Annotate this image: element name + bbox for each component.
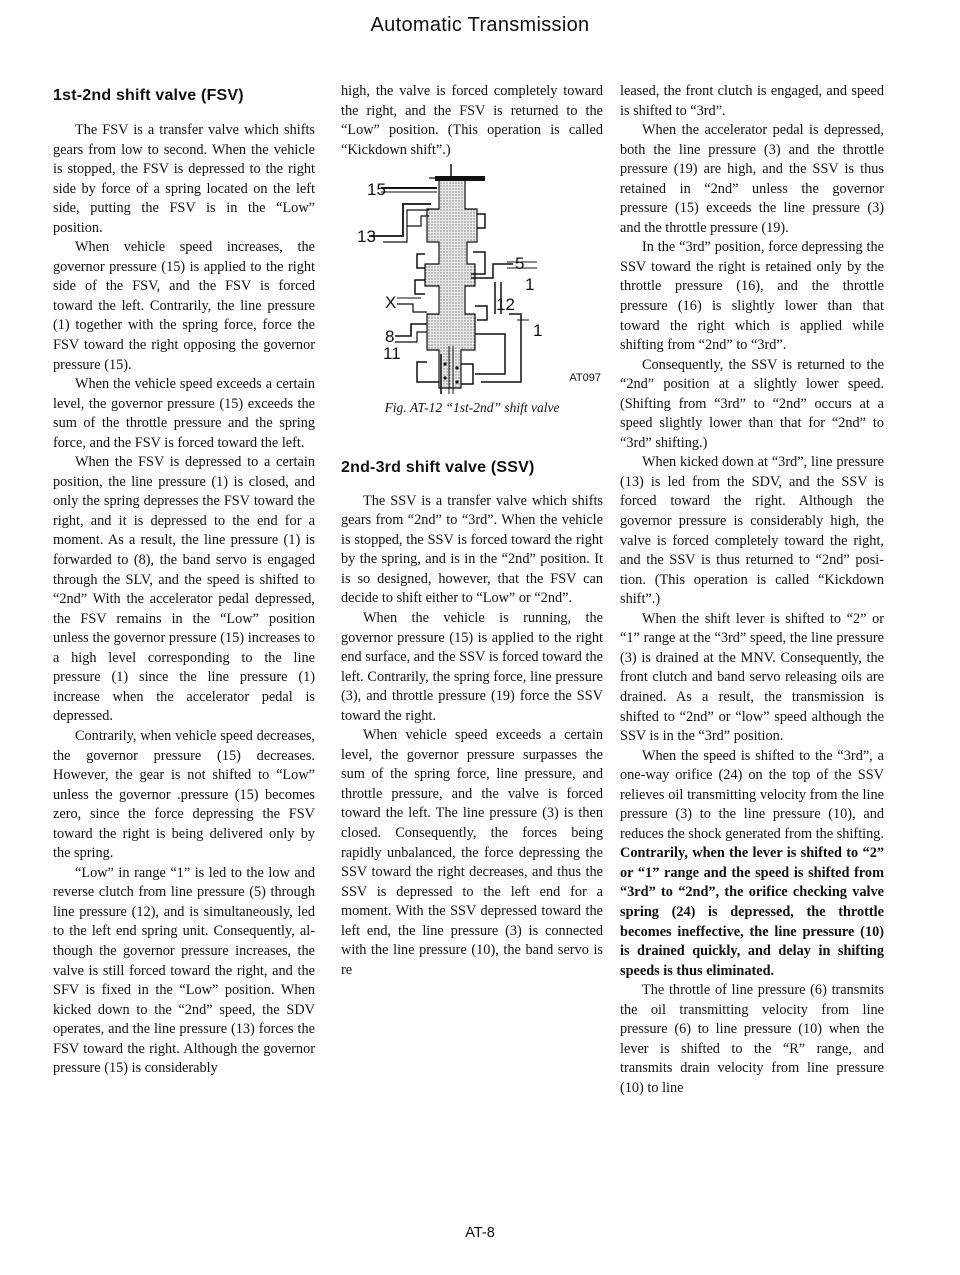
- valve-body: [425, 178, 477, 388]
- label-1b: 1: [533, 321, 543, 341]
- paragraph: When kicked down at “3rd”, line pressure (13) is led from the SDV, and the SSV is forced toward the right. Although the governor pressure is considerably high, the valve is forced completely toward the right, and the SSV is thus returned to “2nd” position. (This operation is called “Kickdown shift”.): [620, 454, 884, 608]
- label-11: 11: [383, 344, 401, 364]
- paragraph-continuation: high, the valve is forced completely toward the right, and the FSV is returned to the “Low” position. (This operation is called “Kickdown shift”.): [341, 83, 603, 158]
- label-13: 13: [357, 227, 376, 247]
- paragraph: When vehicle speed exceeds a certain level, the governor pressure surpasses the sum of the spring force, line pressure, and throttle pressure, and the valve is forced toward the left. The line pressure (3) is then closed. Consequently, the forces being rapidly unbalanced, the force depressing the SSV toward the right decreases, and thus the SSV is depressed to the left end for a moment. With the SSV depressed toward the left end, the line pressure (3) is connected with the line pressure (10), the band servo is re: [341, 727, 603, 978]
- figure-fsv-diagram: [341, 164, 603, 396]
- paragraph: When the vehicle speed exceeds a certain level, the governor pressure (15) exceeds the sum of the throttle pressure and the spring force, and the FSV is forced toward the left.: [53, 376, 315, 451]
- paragraph-orifice: [620, 747, 884, 982]
- orifice-text-bold: Contrarily, when the lever is shifted to “2” or “1” range and the speed is shifted from “3rd” to “2nd”, the orifice checking valve spring (24) is depressed, the throttle becomes ineffective, the line pressure (10) is drained quickly, and delay in shifting speeds is thus eliminated.: [620, 845, 884, 979]
- paragraph: When vehicle speed increases, the governor pressure (15) is applied to the right side of the FSV, and the FSV is forced toward the left. Contrarily, the line pressure (1) together with the spring force, force the FSV toward the right opposing the governor pressure (15).: [53, 239, 315, 373]
- label-8: 8: [385, 327, 395, 347]
- paragraph: The FSV is a transfer valve which shifts gears from low to second. When the vehicle is stopped, the FSV is depressed to the right side by force of a spring located on the left side, putting the FSV is in the “Low” position.: [53, 122, 315, 236]
- label-x: X: [385, 293, 397, 313]
- fsv-heading: 1st-2nd shift valve (FSV): [53, 87, 244, 104]
- paragraph: Consequently, the SSV is returned to the “2nd” position at a slightly lower speed. (Shifting from “3rd” to “2nd” occurs at a speed slightly lower than that for “2nd” to “3rd” shifting.): [620, 356, 884, 451]
- paragraph: In the “3rd” position, force depressing the SSV toward the right is retained only by the throttle pressure (16), and the throttle pressure (16) is slightly lower than that toward the right which is applied while shifting from “2nd” to “3rd”.: [620, 239, 884, 354]
- label-5: 5: [515, 254, 525, 274]
- ssv-heading: 2nd-3rd shift valve (SSV): [341, 458, 535, 476]
- figure-caption: Fig. AT-12 “1st-2nd” shift valve: [384, 400, 560, 416]
- paragraph-continuation: leased, the front clutch is engaged, and speed is shifted to “3rd”.: [620, 83, 884, 119]
- paragraph: “Low” in range “1” is led to the low and reverse clutch from line pressure (5) through line pressure (12), and is simultaneously, led to the left end spring unit. Consequently, although the governor pressure increases, the valve is still forced toward the right, and the SFV is fixed in the “Low” position. When kicked down to the “2nd” speed, the SDV operates, and the line pressure (13) forces the FSV toward the right. Although the governor pressure (15) is considerably: [53, 864, 315, 1077]
- paragraph: When the accelerator pedal is depressed, both the line pressure (3) and the throttle pressure (19) are high, and the SSV is thus retained in “2nd” unless the governor pressure (15) exceeds the line pressure (3) and the throttle pressure (19).: [620, 122, 884, 236]
- page-number: AT-8: [465, 1225, 495, 1241]
- label-15: 15: [367, 180, 386, 200]
- column-left: [53, 86, 315, 1079]
- column-middle: [341, 82, 603, 980]
- column-right: [620, 82, 884, 1098]
- paragraph: The throttle of line pressure (6) transmits the oil transmitting velocity from line pressure (6) to line pressure (10) when the lever is shifted to the “R” range, and transmits drain velocity from line pressure (10) to line: [620, 982, 884, 1096]
- orifice-text: When the speed is shifted to the “3rd”, a one-way orifice (24) on the top of the SSV relieves oil transmitting velocity from the line pressure (3) to the line pressure (10), and reduces the shock generated from the shifting.: [620, 747, 885, 842]
- paragraph: The SSV is a transfer valve which shifts gears from “2nd” to “3rd”. When the vehicle is stopped, the SSV is forced toward the right by the spring, and is in the “2nd” position. It is so designed, however, that the FSV can decide to shift either to “Low” or “2nd”.: [341, 492, 603, 607]
- valve-top-bar: [435, 176, 485, 181]
- figure-code: AT097: [569, 372, 601, 385]
- running-header: Automatic Transmission: [370, 14, 590, 36]
- paragraph: When the FSV is depressed to a certain position, the line pressure (1) is closed, and only the spring depresses the FSV toward the right, and it is depressed to the end for a moment. As a result, the line pressure (1) is forwarded to (8), the band servo is engaged through the SLV, and the speed is shifted to “2nd” With the accelerator pedal depressed, the FSV remains in the “Low” position unless the governor pressure (15) increases to a high level corresponding to the line pressure (1) since the line pressure (1) increase when the accelerator pedal is depressed.: [53, 454, 315, 725]
- paragraph: When the shift lever is shifted to “2” or “1” range at the “3rd” speed, the line pressure (3) is drained at the MNV. Consequently, the front clutch and band servo releasing oils are drained. As a result, the transmission is shifted to “2nd” or “low” speed although the SSV is in the “3rd” position.: [620, 610, 884, 745]
- label-1a: 1: [525, 275, 535, 295]
- paragraph: Contrarily, when vehicle speed decreases, the governor pressure (15) decreases. However, the gear is not shifted to “Low” unless the governor .pressure (15) becomes zero, since the force depressing the FSV toward the right is being delivered only by the spring.: [53, 727, 315, 862]
- label-12: 12: [496, 295, 515, 315]
- paragraph: When the vehicle is running, the governor pressure (15) is applied to the right end surface, and the SSV is forced toward the left. Contrarily, the spring force, line pressure (3), and throttle pressure (19) force the SSV toward the right.: [341, 610, 603, 724]
